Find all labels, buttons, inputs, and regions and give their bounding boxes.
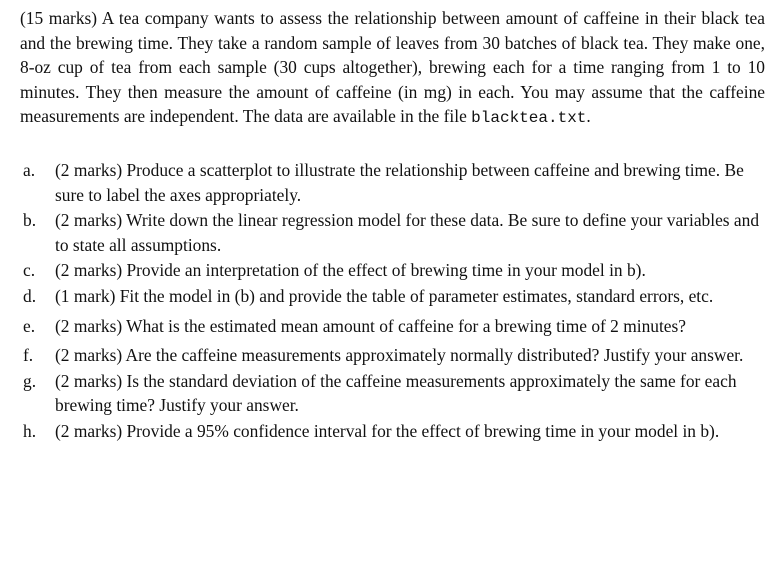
question-text: (2 marks) Produce a scatterplot to illustrate the relationship between caffeine and brewing time. Be sure to label the axes appropriately.	[55, 159, 744, 205]
problem-intro	[20, 6, 765, 131]
question-list	[20, 158, 765, 444]
question-text: (2 marks) Are the caffeine measurements approximately normally distributed? Justify your answer.	[55, 345, 744, 366]
question-item	[20, 314, 765, 339]
question-item	[20, 343, 765, 368]
intro-text: (15 marks) A tea company wants to assess the relationship between amount of caffeine in their black tea and the brewing time. They take a random sample of leaves from 30 batches of black tea. They make one, 8-oz cup of tea from each sample (30 cups altogether), brewing each for a time ranging from 1 to 10 minutes. They then measure the amount of caffeine (in mg) in each. You may assume that the caffeine measurements are independent. The data are available in the file	[20, 8, 765, 127]
intro-period: .	[586, 106, 591, 127]
question-item	[20, 419, 765, 444]
question-item	[20, 284, 765, 309]
question-letter: f.	[23, 345, 34, 366]
question-letter: h.	[23, 420, 37, 441]
question-item	[20, 258, 765, 283]
question-text: (1 mark) Fit the model in (b) and provide the table of parameter estimates, standard errors, etc.	[55, 285, 714, 306]
question-item	[20, 158, 765, 207]
question-letter: c.	[23, 260, 36, 281]
question-letter: e.	[23, 315, 36, 336]
question-text: (2 marks) Provide a 95% confidence interval for the effect of brewing time in your model in b).	[55, 420, 720, 441]
question-text: (2 marks) Write down the linear regression model for these data. Be sure to define your variables and to state all assumptions.	[55, 210, 760, 255]
question-letter: g.	[23, 370, 37, 391]
question-text: (2 marks) What is the estimated mean amount of caffeine for a brewing time of 2 minutes?	[55, 315, 687, 336]
question-item	[20, 369, 765, 418]
question-item	[20, 208, 765, 257]
question-letter: a.	[23, 159, 36, 180]
data-filename: blacktea.txt	[471, 109, 587, 128]
question-text: (2 marks) Provide an interpretation of the effect of brewing time in your model in b).	[55, 260, 646, 281]
question-letter: b.	[23, 210, 37, 231]
question-letter: d.	[23, 285, 37, 306]
question-text: (2 marks) Is the standard deviation of the caffeine measurements approximately the same for each brewing time? Justify your answer.	[55, 370, 737, 416]
